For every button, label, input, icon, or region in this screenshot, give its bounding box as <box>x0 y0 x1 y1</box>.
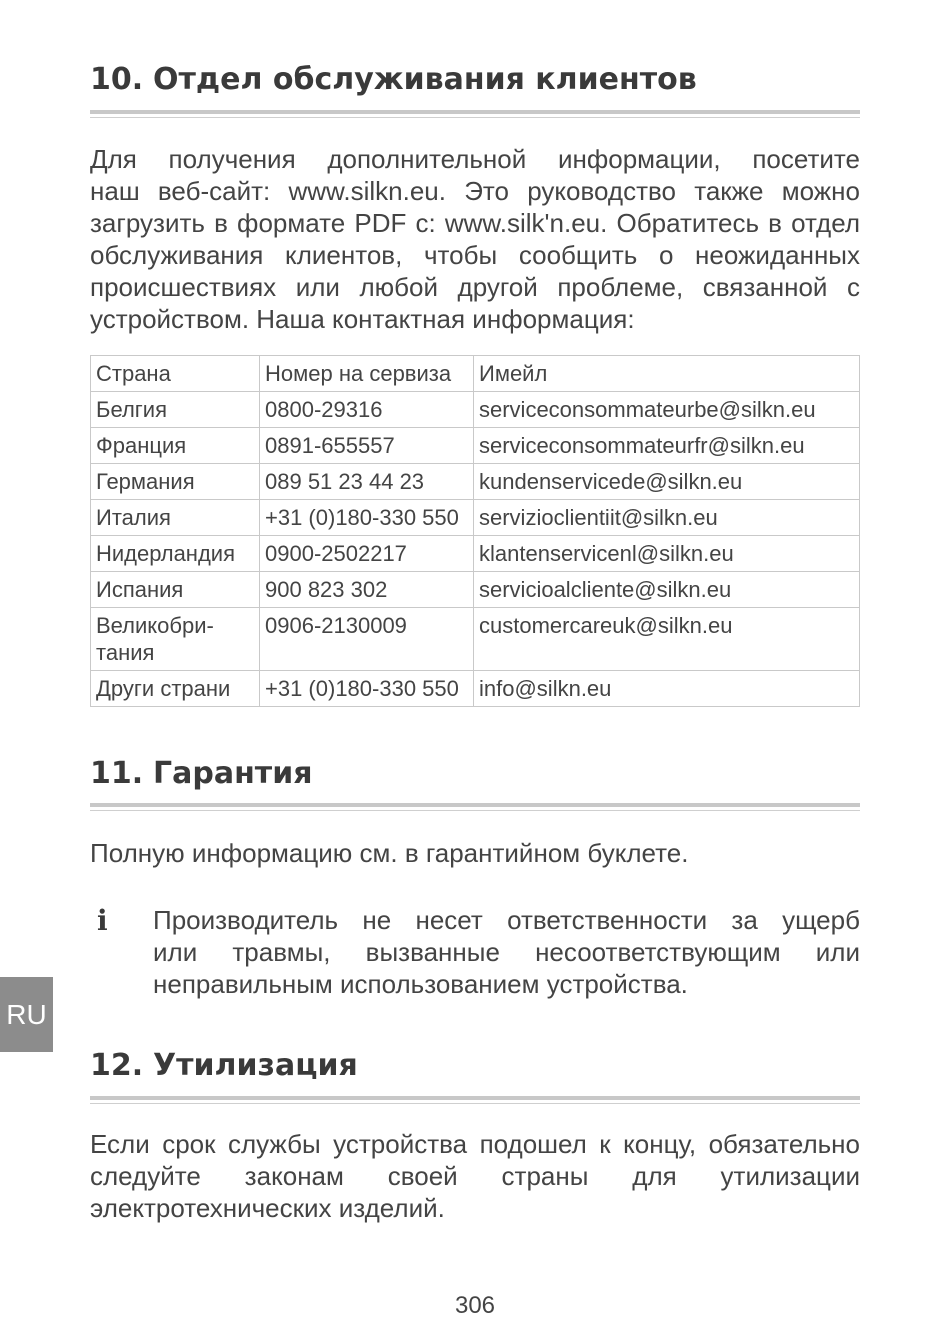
country-cell: Италия <box>91 500 260 536</box>
note-line: неправильным использованием устройства. <box>153 969 688 999</box>
section-12-rule <box>90 1096 860 1100</box>
section-12-heading <box>90 1048 860 1084</box>
section-12-paragraph <box>90 1128 860 1224</box>
country-cell: Други страни <box>91 671 260 707</box>
country-cell: Великобри- тания <box>91 608 260 671</box>
section-10-rule-thin <box>90 117 860 118</box>
paragraph-line: следуйте законам своей страны для утилизации <box>90 1161 860 1191</box>
phone-cell: +31 (0)180-330 550 <box>260 500 474 536</box>
country-cell: Франция <box>91 428 260 464</box>
phone-cell: 0800-29316 <box>260 392 474 428</box>
country-cell: Германия <box>91 464 260 500</box>
table-row <box>91 500 860 536</box>
paragraph-line: загрузить в формате PDF с: www.silk'n.eu. Обратитесь в отдел <box>90 208 860 238</box>
email-cell: kundenservicede@silkn.eu <box>474 464 860 500</box>
country-cell: Нидерландия <box>91 536 260 572</box>
email-cell: serviceconsommateurbe@silkn.eu <box>474 392 860 428</box>
section-10-heading <box>90 62 860 98</box>
table-row <box>91 428 860 464</box>
paragraph-line: Для получения дополнительной информации, посетите <box>90 144 860 174</box>
note-line: Производитель не несет ответственности за ущерб <box>153 905 860 935</box>
section-12-rule-thin <box>90 1103 860 1104</box>
phone-cell: 0891-655557 <box>260 428 474 464</box>
paragraph-line: устройством. Наша контактная информация: <box>90 304 635 334</box>
language-tab: RU <box>0 977 53 1052</box>
email-cell: serviceconsommateurfr@silkn.eu <box>474 428 860 464</box>
note-line: или травмы, вызванные несоответствующим или <box>153 937 860 967</box>
section-11-heading <box>90 756 860 792</box>
email-cell: customercareuk@silkn.eu <box>474 608 860 671</box>
section-10-title: Отдел обслуживания клиентов <box>153 62 697 97</box>
country-cell: Белгия <box>91 392 260 428</box>
table-row <box>91 464 860 500</box>
section-11-rule <box>90 803 860 807</box>
paragraph-line: обслуживания клиентов, чтобы сообщить о неожиданных <box>90 240 860 270</box>
phone-cell: 900 823 302 <box>260 572 474 608</box>
section-11-paragraph: Полную информацию см. в гарантийном буклете. <box>90 838 689 868</box>
section-11-title: Гарантия <box>153 756 313 791</box>
phone-cell: 0900-2502217 <box>260 536 474 572</box>
table-row <box>91 608 860 671</box>
info-icon: i <box>97 904 108 937</box>
phone-cell: +31 (0)180-330 550 <box>260 671 474 707</box>
email-cell: klantenservicenl@silkn.eu <box>474 536 860 572</box>
contact-table <box>90 355 860 707</box>
table-row <box>91 536 860 572</box>
paragraph-line: наш веб-сайт: www.silkn.eu. Это руководство также можно <box>90 176 860 206</box>
email-cell: info@silkn.eu <box>474 671 860 707</box>
table-header-row <box>91 356 860 392</box>
table-row <box>91 671 860 707</box>
section-11-number: 11. <box>90 756 144 791</box>
paragraph-line: происшествиях или любой другой проблеме, связанной с <box>90 272 860 302</box>
section-10-rule <box>90 110 860 114</box>
table-row <box>91 572 860 608</box>
paragraph-line: электротехнических изделий. <box>90 1193 445 1223</box>
section-10-paragraph <box>90 143 860 335</box>
header-service-number: Номер на сервиза <box>260 356 474 392</box>
section-10-number: 10. <box>90 62 144 97</box>
section-12-title: Утилизация <box>153 1048 358 1083</box>
header-country: Страна <box>91 356 260 392</box>
section-11-note <box>153 904 860 1000</box>
paragraph-line: Если срок службы устройства подошел к концу, обязательно <box>90 1129 860 1159</box>
phone-cell: 0906-2130009 <box>260 608 474 671</box>
email-cell: servicioalcliente@silkn.eu <box>474 572 860 608</box>
page-number: 306 <box>454 1292 496 1319</box>
phone-cell: 089 51 23 44 23 <box>260 464 474 500</box>
table-row <box>91 392 860 428</box>
header-email: Имейл <box>474 356 860 392</box>
section-12-number: 12. <box>90 1048 144 1083</box>
country-cell: Испания <box>91 572 260 608</box>
email-cell: servizioclientiit@silkn.eu <box>474 500 860 536</box>
section-11-rule-thin <box>90 810 860 811</box>
